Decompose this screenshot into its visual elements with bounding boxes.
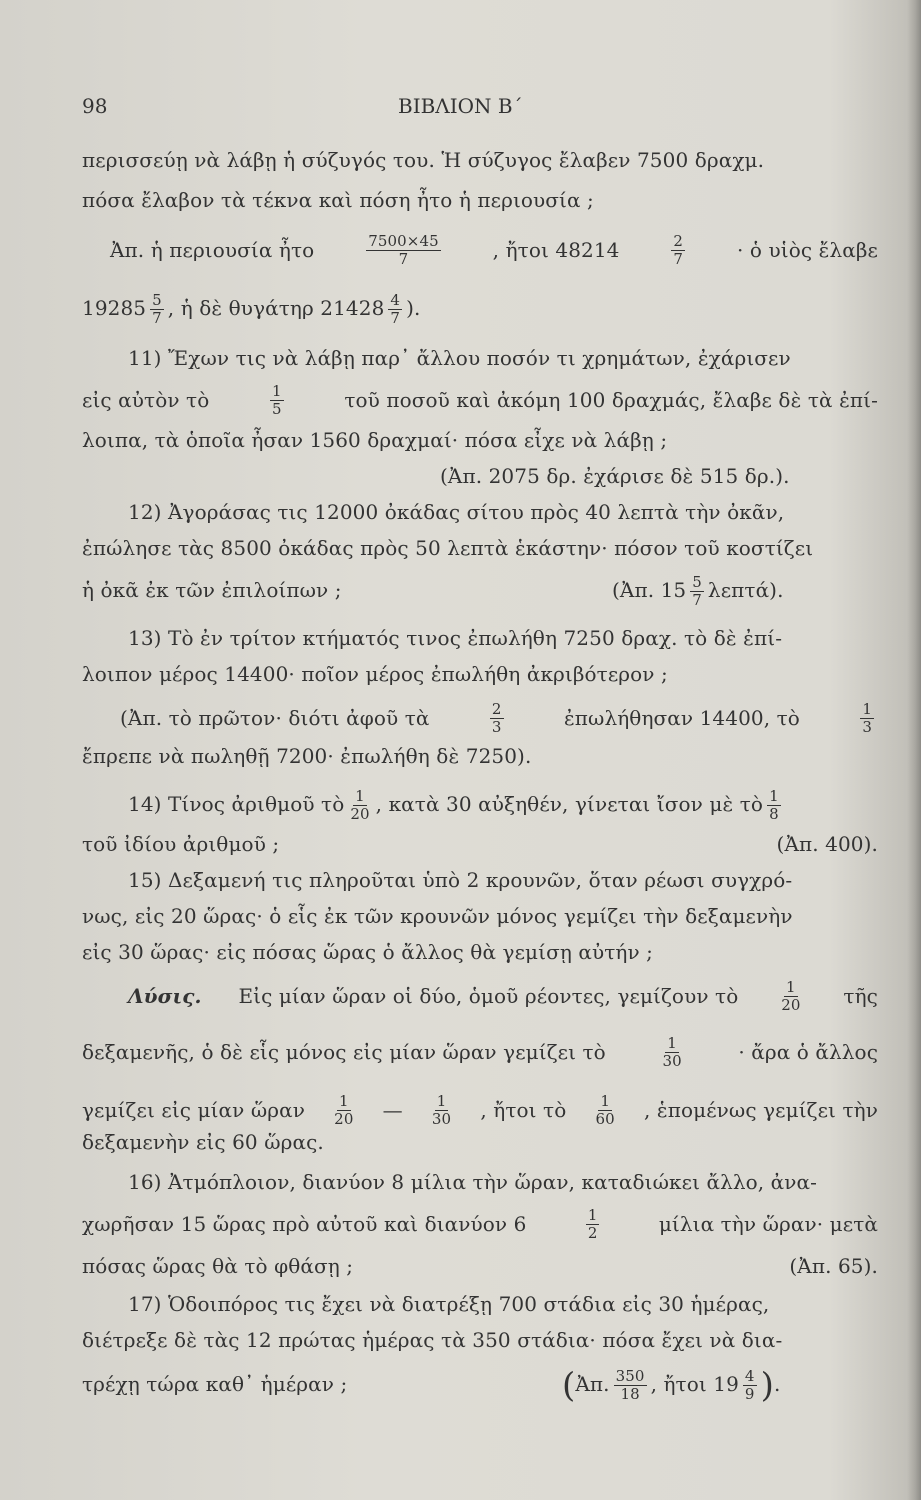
close-paren: ) [760, 1365, 774, 1406]
text-line: λοιπον μέρος 14400· ποῖον μέρος ἐπωλήθη ἀκριβότερον ; [82, 662, 668, 686]
fraction: $\frac{1}{30}$ [662, 1033, 682, 1070]
text-line: διέτρεξε δὲ τὰς 12 πρώτας ἡμέρας τὰ 350 στάδια· πόσα ἔχει νὰ δια- [82, 1328, 783, 1352]
fraction: $\frac{5}{7}$ [692, 573, 702, 609]
text-line: χωρῆσαν 15 ὥρας πρὸ αὐτοῦ καὶ διανύον 6 $\frac{1}{2}$ μίλια τὴν ὥραν· μετὰ [82, 1205, 878, 1242]
fraction: $\frac{1}{20}$ [334, 1091, 354, 1128]
fraction: $\frac{350}{18}$ [615, 1367, 645, 1403]
page-number: 98 [82, 94, 108, 118]
fraction: $\frac{1}{20}$ [781, 977, 801, 1014]
fraction: $\frac{1}{3}$ [862, 699, 872, 736]
text-line: Ἀπ. ἡ περιουσία ἦτο $\frac{7500\times 45}{7}$ , ἤτοι 48214 $\frac{2}{7}$ · ὁ υἱὸς ἔλαβε [110, 231, 878, 268]
text-line: 16) Ἀτμόπλοιον, διανύον 8 μίλια τὴν ὥραν, καταδιώκει ἄλλο, ἀνα- [128, 1170, 818, 1194]
text-line: νως, εἰς 20 ὥρας· ὁ εἷς ἐκ τῶν κρουνῶν μόνος γεμίζει τὴν δεξαμενὴν [82, 904, 793, 928]
text-line: περισσεύῃ νὰ λάβῃ ἡ σύζυγός του. Ἡ σύζυγος ἔλαβεν 7500 δραχμ. [82, 148, 765, 172]
fraction: $\frac{1}{60}$ [595, 1091, 615, 1128]
answer: (Ἀπ. 65). [789, 1254, 878, 1278]
text-line: 11) Ἔχων τις νὰ λάβῃ παρ᾿ ἄλλου ποσόν τι χρημάτων, ἐχάρισεν [128, 346, 791, 370]
text-line: τρέχῃ τώρα καθ᾿ ἡμέραν ; (Ἀπ. $\frac{350}{18}$ , ἤτοι 19 $\frac{4}{9}$ ). [82, 1365, 781, 1406]
text-line: 14) Τίνος ἀριθμοῦ τὸ $\frac{1}{20}$ , κατὰ 30 αὐξηθέν, γίνεται ἴσον μὲ τὸ $\frac{1}{8}$ [128, 787, 779, 823]
text-line: 17) Ὁδοιπόρος τις ἔχει νὰ διατρέξῃ 700 στάδια εἰς 30 ἡμέρας, [128, 1292, 770, 1316]
fraction: $\frac{1}{2}$ [587, 1205, 598, 1242]
text-line: εἰς αὐτὸν τὸ $\frac{1}{5}$ τοῦ ποσοῦ καὶ ἀκόμη 100 δραχμάς, ἔλαβε δὲ τὰ ἐπί- [82, 381, 878, 418]
text-line: πόσα ἔλαβον τὰ τέκνα καὶ πόση ἦτο ἡ περιουσία ; [82, 188, 594, 212]
text-line: 13) Τὸ ἐν τρίτον κτήματός τινος ἐπωλήθη 7250 δραχ. τὸ δὲ ἐπί- [128, 626, 783, 650]
solution-label: Λύσις. [128, 984, 202, 1008]
text-line: δεξαμενῆς, ὁ δὲ εἷς μόνος εἰς μίαν ὥραν γεμίζει τὸ $\frac{1}{30}$ · ἄρα ὁ ἄλλος [82, 1033, 878, 1070]
answer: (Ἀπ. 400). [776, 832, 878, 856]
fraction: $\frac{1}{20}$ [350, 787, 370, 823]
fraction: $\frac{1}{8}$ [769, 787, 779, 823]
fraction: $\frac{4}{7}$ [390, 291, 401, 327]
fraction: $\frac{1}{30}$ [431, 1091, 452, 1128]
text-line: ἔπρεπε νὰ πωληθῇ 7200· ἐπωλήθη δὲ 7250). [82, 744, 532, 768]
answer: (Ἀπ. 15 $\frac{5}{7}$ λεπτά). [612, 573, 784, 609]
answer: (Ἀπ. $\frac{350}{18}$ , ἤτοι 19 $\frac{4}{9}$ ). [562, 1365, 781, 1406]
text-line: ἡ ὀκᾶ ἐκ τῶν ἐπιλοίπων ; (Ἀπ. 15 $\frac{5}{7}$ λεπτά). [82, 573, 784, 609]
text-line: πόσας ὥρας θὰ τὸ φθάσῃ ; (Ἀπ. 65). [82, 1248, 878, 1284]
text-line: δεξαμενὴν εἰς 60 ὥρας. [82, 1130, 324, 1154]
fraction: $\frac{4}{9}$ [744, 1367, 755, 1403]
fraction: $\frac{7500\times 45}{7}$ [368, 231, 439, 268]
text-line: τοῦ ἰδίου ἀριθμοῦ ; (Ἀπ. 400). [82, 826, 878, 862]
running-title: ΒΙΒΛΙΟΝ Β΄ [398, 94, 523, 118]
open-paren: ( [562, 1365, 576, 1406]
fraction: $\frac{5}{7}$ [152, 291, 162, 327]
text-line: (Ἀπ. τὸ πρῶτον· διότι ἀφοῦ τὰ $\frac{2}{3}$ ἐπωλήθησαν 14400, τὸ $\frac{1}{3}$ [120, 699, 872, 736]
text-line: λοιπα, τὰ ὁποῖα ἦσαν 1560 δραχμαί· πόσα εἶχε νὰ λάβῃ ; [82, 428, 668, 452]
fraction: $\frac{2}{3}$ [491, 699, 502, 736]
text-line: 19285 $\frac{5}{7}$ , ἡ δὲ θυγάτηρ 21428 $\frac{4}{7}$ ). [82, 291, 421, 327]
text-line: 15) Δεξαμενή τις πληροῦται ὑπὸ 2 κρουνῶν, ὅταν ρέωσι συγχρό- [128, 868, 793, 892]
answer-line: (Ἀπ. 2075 δρ. ἐχάρισε δὲ 515 δρ.). [440, 464, 790, 488]
fraction: $\frac{2}{7}$ [673, 231, 684, 268]
text-line: γεμίζει εἰς μίαν ὥραν $\frac{1}{20}$ — $\frac{1}{30}$ , ἤτοι τὸ $\frac{1}{60}$ , ἑπομένως γεμίζει τὴν [82, 1091, 878, 1128]
text-line: 12) Ἀγοράσας τις 12000 ὀκάδας σίτου πρὸς 40 λεπτὰ τὴν ὀκᾶν, [128, 500, 785, 524]
text-line: ἐπώλησε τὰς 8500 ὀκάδας πρὸς 50 λεπτὰ ἑκάστην· πόσον τοῦ κοστίζει [82, 536, 814, 560]
text-line: εἰς 30 ὥρας· εἰς πόσας ὥρας ὁ ἄλλος θὰ γεμίσῃ αὐτήν ; [82, 940, 654, 964]
page-edge-shadow [907, 0, 921, 1500]
text-line: Λύσις. Εἰς μίαν ὥραν οἱ δύο, ὁμοῦ ρέοντες, γεμίζουν τὸ $\frac{1}{20}$ τῆς [128, 977, 878, 1014]
fraction: $\frac{1}{5}$ [272, 381, 282, 418]
